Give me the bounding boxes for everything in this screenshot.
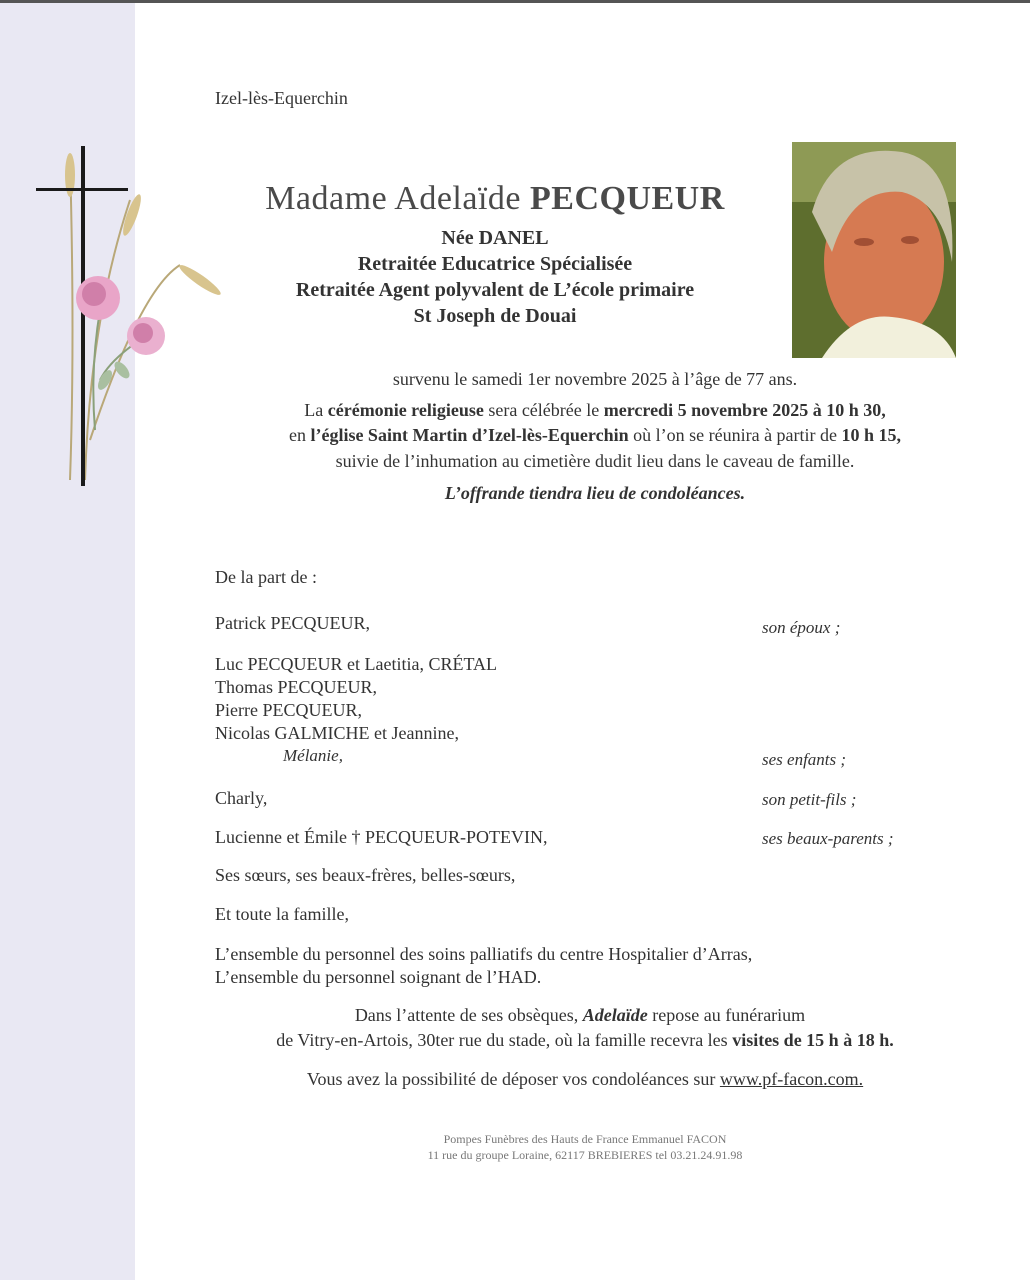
siblings-line: Ses sœurs, ses beaux-frères, belles-sœurs, [215,865,516,885]
profession-1: Retraitée Educatrice Spécialisée [357,253,633,275]
place-name: Izel-lès-Equerchin [215,88,348,108]
ceremony-line-1: La cérémonie religieuse sera célébrée le mercredi 5 novembre 2025 à 10 h 30, [304,400,886,420]
condolences-link[interactable]: www.pf-facon.com. [719,1069,864,1089]
maiden-name: Née DANEL [441,227,549,249]
footer-company: Pompes Funèbres des Hauts de France Emmanuel FACON [443,1132,727,1146]
ceremony-line-3: suivie de l’inhumation au cimetière dudit lieu dans le caveau de famille. [335,451,855,471]
deceased-name: Madame Adelaïde PECQUEUR [265,180,725,217]
children-role: ses enfants ; [762,750,847,769]
grandchild-melanie: Mélanie, [283,746,343,765]
staff-line-2: L’ensemble du personnel soignant de l’HAD. [215,967,542,987]
death-date-line: survenu le samedi 1er novembre 2025 à l’âge de 77 ans. [392,369,798,389]
school-name: St Joseph de Douai [413,305,577,327]
rest-line-2: de Vitry-en-Artois, 30ter rue du stade, où la famille recevra les visites de 15 h à 18 h. [276,1030,894,1050]
footer-address: 11 rue du groupe Loraine, 62117 BREBIERES tel 03.21.24.91.98 [427,1148,743,1162]
family-intro: De la part de : [215,567,317,587]
child-2: Thomas PECQUEUR, [215,677,377,697]
cross-icon: † [351,827,361,847]
spouse-name: Patrick PECQUEUR, [215,613,370,633]
child-3: Pierre PECQUEUR, [215,700,362,720]
profession-2: Retraitée Agent polyvalent de L’école primaire [295,279,695,301]
ceremony-line-2: en l’église Saint Martin d’Izel-lès-Equerchin où l’on se réunira à partir de 10 h 15, [288,425,902,445]
grandson-role: son petit-fils ; [762,790,857,809]
parents-in-law-role: ses beaux-parents ; [762,829,894,848]
top-border [0,0,1030,3]
condolences-line: Vous avez la possibilité de déposer vos condoléances sur www.pf-facon.com. [306,1069,864,1089]
child-4: Nicolas GALMICHE et Jeannine, [215,723,459,743]
grandson-name: Charly, [215,788,268,808]
whole-family-line: Et toute la famille, [215,904,349,924]
spouse-role: son époux ; [762,618,841,637]
staff-line-1: L’ensemble du personnel des soins palliatifs du centre Hospitalier d’Arras, [215,944,753,964]
parents-in-law: Lucienne et Émile † PECQUEUR-POTEVIN, [215,827,548,847]
rest-line-1: Dans l’attente de ses obsèques, Adelaïde repose au funérarium [354,1005,806,1025]
child-1: Luc PECQUEUR et Laetitia, CRÉTAL [215,654,498,674]
offering-note: L’offrande tiendra lieu de condoléances. [444,483,746,503]
